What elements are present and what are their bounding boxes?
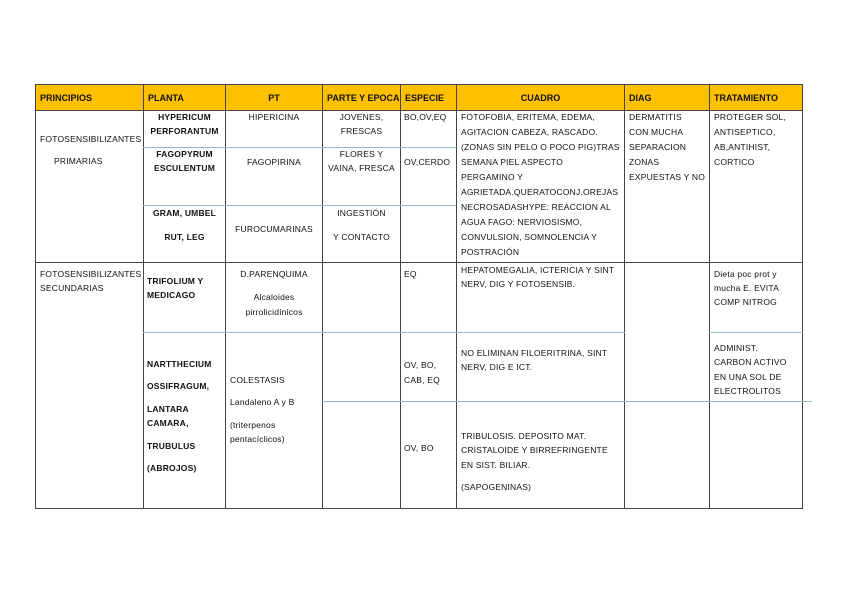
primarias-principio-line2: PRIMARIAS bbox=[54, 156, 103, 166]
especie-hypericum: BO,OV,EQ bbox=[404, 112, 447, 122]
row-sep-secundarias-1b bbox=[709, 332, 803, 333]
cuadro-line: AGRIETADA.QUERATOCONJ.OREJAS bbox=[461, 187, 619, 197]
planta-gram-line1: GRAM, UMBEL bbox=[152, 208, 217, 218]
planta-abrojos: (ABROJOS) bbox=[147, 463, 197, 473]
parte-hypericum-line2: FRESCAS bbox=[340, 126, 383, 136]
cuadro-line: (ZONAS SIN PELO O POCO PIG)TRAS bbox=[461, 142, 620, 152]
cuadro-line: AGITACION CABEZA, RASCADO. bbox=[461, 127, 598, 137]
planta-trifolium-line1: TRIFOLIUM Y bbox=[147, 276, 204, 286]
header-especie: ESPECIE bbox=[401, 85, 456, 110]
cuadro-tribulus-line4: (SAPOGENINAS) bbox=[461, 482, 532, 492]
table-bottom-border bbox=[35, 508, 803, 509]
cuadro-nartthecium-line1: NO ELIMINAN FILOERITRINA, SINT bbox=[461, 348, 608, 358]
col-border-0 bbox=[35, 84, 36, 509]
diag-line: CON MUCHA bbox=[629, 127, 684, 137]
header-principios: PRINCIPIOS bbox=[36, 85, 143, 110]
pt-furocumarinas: FUROCUMARINAS bbox=[235, 224, 313, 234]
primarias-tratamiento bbox=[714, 110, 786, 170]
primarias-principio-line1: FOTOSENSIBILIZANTES bbox=[40, 134, 142, 144]
pt-triterpenos: (triterpenos bbox=[230, 420, 276, 430]
planta-hypericum-line2: PERFORANTUM bbox=[150, 126, 219, 136]
row-sep-secundarias-2 bbox=[322, 401, 812, 402]
planta-lantara-line2: CAMARA, bbox=[147, 418, 189, 428]
secundarias-principio-line2: SECUNDARIAS bbox=[40, 283, 104, 293]
tratamiento-line: ANTISEPTICO, bbox=[714, 127, 776, 137]
header-diag: DIAG bbox=[625, 85, 709, 110]
especie-trifolium: EQ bbox=[404, 269, 417, 279]
planta-fagopyrum-line2: ESCULENTUM bbox=[153, 163, 216, 173]
especie-nartthecium-line2: CAB, EQ bbox=[404, 375, 440, 385]
pt-parenquima-line2: Alcaloides bbox=[253, 292, 295, 302]
pt-pentaciclicos: pentacíclicos) bbox=[230, 434, 285, 444]
tratamiento-trifolium-line1: Dieta poc prot y bbox=[714, 269, 777, 279]
planta-trifolium-line2: MEDICAGO bbox=[147, 290, 196, 300]
pt-colestasis: COLESTASIS bbox=[230, 375, 285, 385]
tratamiento-line: PROTEGER SOL, bbox=[714, 112, 787, 122]
cuadro-line: NECROSADASHYPE: REACCION AL bbox=[461, 202, 611, 212]
pt-parenquima-line1: D.PARENQUIMA bbox=[240, 269, 308, 279]
tratamiento-trifolium-line2: mucha E. EVITA bbox=[714, 283, 779, 293]
especie-tribulus: OV, BO bbox=[404, 443, 434, 453]
diag-line: DERMATITIS bbox=[629, 112, 682, 122]
header-pt: PT bbox=[226, 85, 322, 110]
tratamiento-trifolium-line3: COMP NITROG bbox=[714, 297, 777, 307]
cuadro-line: POSTRACIÓN bbox=[461, 247, 520, 257]
diag-line: SEPARACION bbox=[629, 142, 687, 152]
cuadro-tribulus-line2: CRISTALOIDE Y BIRREFRINGENTE bbox=[461, 445, 608, 455]
col-border-7 bbox=[709, 84, 710, 509]
cuadro-line: PERGAMINO Y bbox=[461, 172, 524, 182]
diag-line: ZONAS bbox=[629, 157, 660, 167]
header-parte-epoca: PARTE Y EPOCA bbox=[323, 85, 400, 110]
planta-trubulus: TRUBULUS bbox=[147, 441, 196, 451]
cuadro-trifolium-line2: NERV, DIG Y FOTOSENSIB. bbox=[461, 279, 576, 289]
tratamiento-nartthecium-line1: ADMINIST. bbox=[714, 343, 758, 353]
cuadro-line: AGUA FAGO: NERVIOSISMO, bbox=[461, 217, 583, 227]
cuadro-nartthecium-line2: NERV, DIG E ICT. bbox=[461, 362, 533, 372]
col-border-5 bbox=[456, 84, 457, 509]
parte-gram-line1: INGESTIÓN bbox=[337, 208, 386, 218]
parte-gram-line2: Y CONTACTO bbox=[333, 232, 390, 242]
primarias-cuadro bbox=[461, 110, 620, 260]
pt-parenquima-line3: pirrolicidínicos bbox=[245, 307, 303, 317]
row-sep-secundarias-1 bbox=[143, 332, 625, 333]
parte-hypericum-line1: JOVENES, bbox=[339, 112, 384, 122]
section-divider bbox=[35, 262, 803, 263]
planta-lantara-line1: LANTARA bbox=[147, 404, 189, 414]
col-border-8 bbox=[802, 84, 803, 509]
diag-line: EXPUESTAS Y NO bbox=[629, 172, 706, 182]
cuadro-line: CONVULSION, SOMNOLENCIA Y bbox=[461, 232, 598, 242]
tratamiento-nartthecium-line2: CARBON ACTIVO bbox=[714, 357, 787, 367]
header-planta: PLANTA bbox=[144, 85, 225, 110]
pt-fagopirina: FAGOPIRINA bbox=[247, 157, 301, 167]
primarias-diag bbox=[629, 110, 705, 185]
secundarias-principio-line1: FOTOSENSIBILIZANTES bbox=[40, 269, 142, 279]
especie-nartthecium-line1: OV, BO, bbox=[404, 360, 437, 370]
cuadro-trifolium-line1: HEPATOMEGALIA, ICTERICIA Y SINT bbox=[461, 265, 615, 275]
parte-fagopyrum-line2: VAINA, FRESCA bbox=[328, 163, 395, 173]
tratamiento-nartthecium-line4: ELECTROLITOS bbox=[714, 386, 781, 396]
table-top-border bbox=[35, 84, 803, 85]
parte-fagopyrum-line1: FLORES Y bbox=[339, 149, 384, 159]
cuadro-line: FOTOFOBIA, ERITEMA, EDEMA, bbox=[461, 112, 595, 122]
pt-landaleno: Landaleno A y B bbox=[230, 397, 295, 407]
header-tratamiento: TRATAMIENTO bbox=[710, 85, 802, 110]
header-cuadro: CUADRO bbox=[457, 85, 624, 110]
cuadro-tribulus-line3: EN SIST. BILIAR. bbox=[461, 460, 531, 470]
planta-nartthecium-line1: NARTTHECIUM bbox=[147, 359, 212, 369]
planta-gram-line2: RUT, LEG bbox=[164, 232, 205, 242]
col-border-6 bbox=[624, 84, 625, 509]
tratamiento-line: CORTICO bbox=[714, 157, 755, 167]
especie-fagopyrum: OV,CERDO bbox=[404, 157, 451, 167]
tratamiento-line: AB,ANTIHIST, bbox=[714, 142, 771, 152]
planta-fagopyrum-line1: FAGOPYRUM bbox=[156, 149, 213, 159]
cuadro-tribulus-line1: TRIBULOSIS. DEPOSITO MAT. bbox=[461, 431, 587, 441]
tratamiento-nartthecium-line3: EN UNA SOL DE bbox=[714, 372, 782, 382]
pt-hipericina: HIPERICINA bbox=[248, 112, 300, 122]
cuadro-line: SEMANA PIEL ASPECTO bbox=[461, 157, 564, 167]
planta-nartthecium-line2: OSSIFRAGUM, bbox=[147, 381, 210, 391]
planta-hypericum-line1: HYPERICUM bbox=[158, 112, 211, 122]
